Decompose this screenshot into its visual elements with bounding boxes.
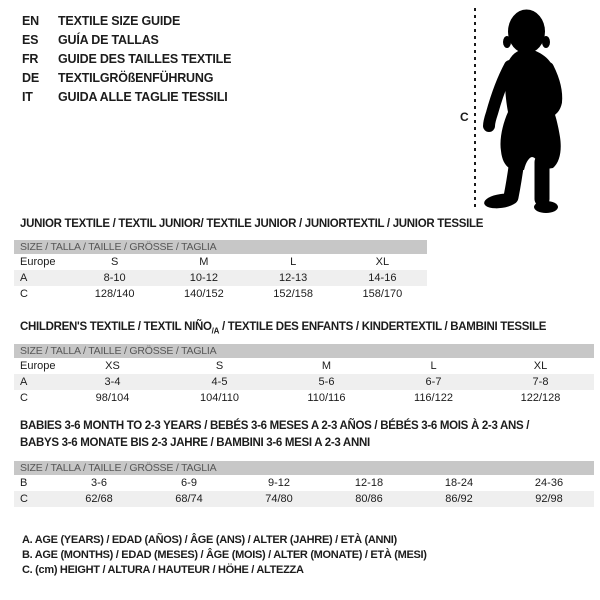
value-cell: 74/80	[265, 493, 293, 505]
row-label: Europe	[20, 360, 56, 372]
value-cell: 6-7	[425, 376, 442, 388]
size-cell: M	[199, 256, 209, 268]
size-cell: L	[290, 256, 297, 268]
value-cell: 140/152	[183, 288, 224, 300]
babies-size-table	[14, 461, 594, 507]
value-cell: 8-10	[103, 272, 126, 284]
height-label: C	[460, 110, 469, 124]
row-label: C	[20, 392, 28, 404]
lang-title: TEXTILGRÖßENFÜHRUNG	[58, 71, 214, 85]
table-row-height	[14, 491, 594, 507]
table-row-age	[14, 270, 427, 286]
language-title-block	[22, 12, 231, 107]
babies-title-line2: BABYS 3-6 MONATE BIS 2-3 JAHRE / BAMBINI 3-6 MESI A 2-3 ANNI	[20, 437, 370, 449]
size-header-band: SIZE / TALLA / TAILLE / GRÖSSE / TAGLIA	[14, 240, 427, 254]
value-cell: 116/122	[414, 392, 453, 404]
value-cell: 10-12	[189, 272, 218, 284]
children-title-pre: CHILDREN'S TEXTILE / TEXTIL NIÑO	[20, 321, 212, 333]
value-cell: 122/128	[520, 392, 561, 404]
lang-code: IT	[22, 90, 33, 104]
value-cell: 92/98	[535, 493, 563, 505]
lang-title: GUÍA DE TALLAS	[58, 33, 159, 47]
value-cell: 3-6	[91, 477, 107, 489]
legend-line-c: C. (cm) HEIGHT / ALTURA / HAUTEUR / HÖHE / ALTEZZA	[22, 564, 304, 577]
baby-silhouette-icon	[450, 0, 600, 220]
size-cell: XS	[105, 360, 120, 372]
children-title-post: / TEXTILE DES ENFANTS / KINDERTEXTIL / BAMBINI TESSILE	[219, 321, 547, 333]
size-cell: L	[430, 360, 437, 372]
value-cell: 110/116	[307, 392, 346, 404]
value-cell: 14-16	[368, 272, 397, 284]
lang-title: GUIDE DES TAILLES TEXTILE	[58, 52, 232, 66]
value-cell: 128/140	[94, 288, 135, 300]
value-cell: 12-18	[354, 477, 384, 489]
children-title-sub: /A	[211, 326, 220, 336]
table-row-europe	[14, 358, 594, 374]
size-cell: XL	[375, 256, 390, 268]
size-header-band: SIZE / TALLA / TAILLE / GRÖSSE / TAGLIA	[14, 461, 594, 475]
legend-line-a: A. AGE (YEARS) / EDAD (AÑOS) / ÂGE (ANS) / ALTER (JAHRE) / ETÀ (ANNI)	[22, 534, 397, 546]
table-row-europe	[14, 254, 427, 270]
value-cell: 18-24	[444, 477, 474, 489]
table-row-age	[14, 374, 594, 390]
lang-code: ES	[22, 33, 39, 47]
row-label: A	[20, 376, 28, 388]
size-cell: S	[215, 360, 224, 372]
junior-size-table	[14, 240, 427, 302]
height-measure-figure	[450, 0, 600, 220]
size-cell: XL	[533, 360, 548, 372]
value-cell: 12-13	[279, 272, 308, 284]
junior-table-title: JUNIOR TEXTILE / TEXTIL JUNIOR/ TEXTILE JUNIOR / JUNIORTEXTIL / JUNIOR TESSILE	[20, 218, 484, 230]
lang-code: EN	[22, 14, 39, 28]
baby-silhouette	[483, 10, 561, 214]
legend-block	[22, 533, 427, 579]
value-cell: 98/104	[95, 392, 130, 404]
size-header-band: SIZE / TALLA / TAILLE / GRÖSSE / TAGLIA	[14, 344, 594, 358]
table-row-height	[14, 286, 427, 302]
babies-table-title	[20, 418, 529, 452]
children-table-title	[20, 319, 546, 339]
lang-code: DE	[22, 71, 39, 85]
babies-title-line1: BABIES 3-6 MONTH TO 2-3 YEARS / BEBÉS 3-6 MESES A 2-3 AÑOS / BÉBÉS 3-6 MOIS À 2-3 ANS /	[20, 420, 530, 432]
lang-code: FR	[22, 52, 39, 66]
lang-row-en	[22, 12, 231, 31]
lang-title: TEXTILE SIZE GUIDE	[58, 14, 181, 28]
value-cell: 86/92	[445, 493, 473, 505]
value-cell: 3-4	[104, 376, 121, 388]
value-cell: 6-9	[181, 477, 197, 489]
value-cell: 80/86	[355, 493, 383, 505]
row-label: Europe	[20, 256, 56, 268]
value-cell: 24-36	[534, 477, 564, 489]
value-cell: 9-12	[267, 477, 291, 489]
value-cell: 152/158	[273, 288, 313, 300]
lang-row-es	[22, 31, 231, 50]
row-label: C	[20, 493, 28, 505]
children-size-table	[14, 344, 594, 406]
size-cell: M	[321, 360, 332, 372]
row-label: A	[20, 272, 28, 284]
size-cell: S	[110, 256, 119, 268]
lang-row-it	[22, 88, 231, 107]
value-cell: 158/170	[362, 288, 403, 300]
row-label: C	[20, 288, 28, 300]
value-cell: 104/110	[200, 392, 239, 404]
value-cell: 62/68	[85, 493, 113, 505]
table-row-height	[14, 390, 594, 406]
legend-line-b: B. AGE (MONTHS) / EDAD (MESES) / ÂGE (MOIS) / ALTER (MONATE) / ETÀ (MESI)	[22, 549, 427, 562]
lang-row-de	[22, 69, 231, 88]
table-row-age-months	[14, 475, 594, 491]
value-cell: 5-6	[318, 376, 335, 388]
value-cell: 68/74	[175, 493, 203, 505]
lang-row-fr	[22, 50, 231, 69]
value-cell: 7-8	[532, 376, 549, 388]
lang-title: GUIDA ALLE TAGLIE TESSILI	[58, 90, 228, 104]
row-label: B	[20, 477, 28, 489]
value-cell: 4-5	[211, 376, 228, 388]
